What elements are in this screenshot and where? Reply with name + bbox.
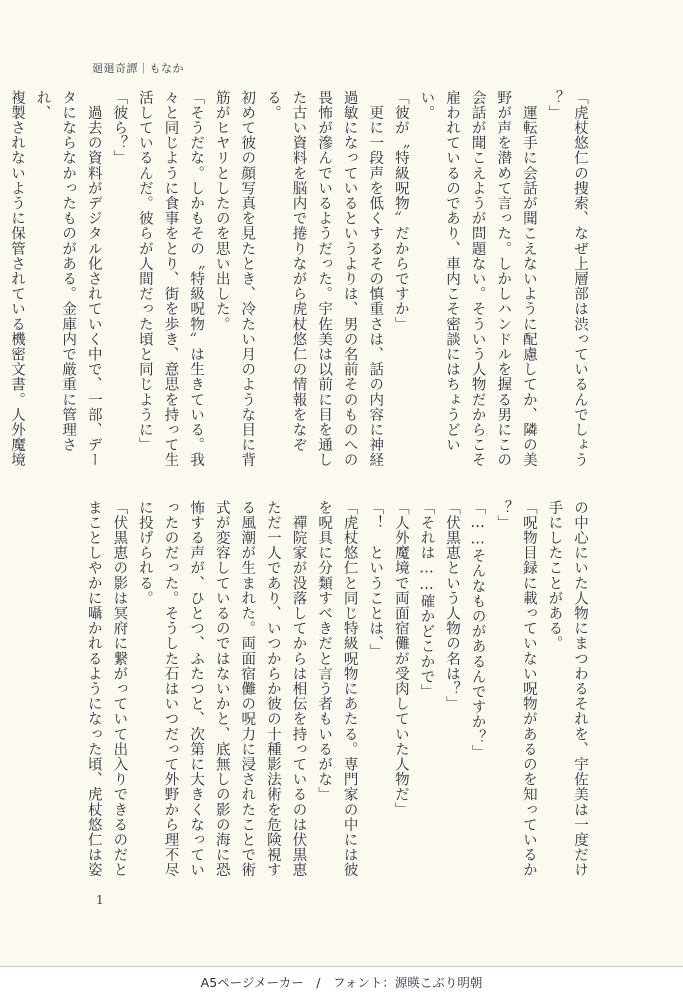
- text-line: に投げられる。: [136, 500, 153, 606]
- text-line: を呪具に分類すべきだと言う者もいるがな」: [316, 500, 333, 802]
- text-line: 畏怖が滲んでいるようだった。宇佐美は以前に目を通し: [316, 90, 333, 468]
- text-line: 々と同じように食事をとり、街を歩き、意思を持って生: [162, 90, 179, 468]
- footer-credit: A5ページメーカー / フォント：源暎こぶり明朝: [200, 975, 483, 990]
- text-line: 運転手に会話が聞こえないように配慮してか、隣の美: [520, 90, 537, 468]
- text-line: 「彼ら？」: [111, 90, 128, 166]
- text-line: ？」: [495, 500, 512, 531]
- text-line: 筋がヒヤリとしたのを思い出した。: [213, 90, 230, 332]
- text-line: 式が変容しているのではないかと、底無しの影の海に恐: [213, 500, 230, 878]
- text-line: ？」: [546, 90, 563, 121]
- text-line: ただ一人であり、いつからか彼の十種影法術を危険視す: [264, 500, 281, 878]
- text-line: 「それは……確かどこかで」: [418, 500, 435, 700]
- text-line: 「呪物目録に載っていない呪物があるのを知っているか: [520, 500, 537, 878]
- text-line: 雇われているのであり、車内こそ密談にはちょうどいい。: [418, 90, 461, 453]
- text-line: 手にしたことがある。: [546, 500, 563, 651]
- text-line: 「虎杖悠仁と同じ特級呪物にあたる。専門家の中には彼: [341, 500, 358, 878]
- text-line: の中心にいた人物にまつわるそれを、宇佐美は一度だけ: [572, 500, 588, 878]
- text-line: まことしやかに囁かれるようになった頃、虎杖悠仁は姿: [85, 500, 102, 878]
- text-line: 野が声を潜めて言った。しかしハンドルを握る男にこの: [495, 90, 512, 468]
- text-line: ったのだった。そうした石はいつだって外野から理不尽: [162, 500, 179, 878]
- text-line: 更に一段声を低くするその慎重さは、話の内容に神経: [367, 90, 384, 468]
- text-line: た古い資料を脳内で捲りながら虎杖悠仁の情報をなぞる。: [264, 90, 307, 453]
- text-line: 複製されないように保管されている機密文書。人外魔境: [8, 90, 25, 468]
- upper-text-block: [8, 90, 592, 472]
- page-number: 1: [96, 893, 104, 907]
- page-header-title: 廻廻奇譚｜もなか: [92, 62, 184, 75]
- text-line: 会話が聞こえようが問題ない。そういう人物だからこそ: [469, 90, 486, 468]
- text-line: 過去の資料がデジタル化されていく中で、一部、デー: [85, 90, 102, 468]
- lower-text-block: [85, 500, 592, 882]
- text-line: 「伏黒恵の影は冥府に繋がっていて出入りできるのだと: [111, 500, 128, 878]
- text-line: 「そうだな。しかもその〝特級呪物〟は生きている。我: [188, 90, 205, 468]
- text-line: 「……そんなものがあるんですか？」: [469, 500, 486, 760]
- text-line: 「伏黒恵という人物の名は？」: [444, 500, 461, 712]
- text-line: 過敏になっているというよりは、男の名前そのものへの: [341, 90, 358, 468]
- text-line: タにならなかったものがある。金庫内で厳重に管理され、: [34, 90, 77, 453]
- text-line: 活しているんだ。彼らが人間だった頃と同じように」: [136, 90, 153, 453]
- text-line: 「！ ということは、」: [367, 500, 384, 659]
- text-line: 「彼が〝特級呪物〟だからですか」: [392, 90, 409, 332]
- text-line: る風潮が生まれた。両面宿儺の呪力に浸されたことで術: [239, 500, 256, 878]
- text-line: 禪院家が没落してからは相伝を持っているのは伏黒恵: [290, 500, 307, 878]
- text-line: 「人外魔境で両面宿儺が受肉していた人物だ」: [392, 500, 409, 818]
- text-line: 初めて彼の顔写真を見たとき、冷たい月のような目に背: [239, 90, 256, 468]
- text-line: 怖する声が、ひとつ、ふたつと、次第に大きくなってい: [188, 500, 205, 878]
- text-line: 「虎杖悠仁の捜索、なぜ上層部は渋っているんでしょう: [572, 90, 588, 468]
